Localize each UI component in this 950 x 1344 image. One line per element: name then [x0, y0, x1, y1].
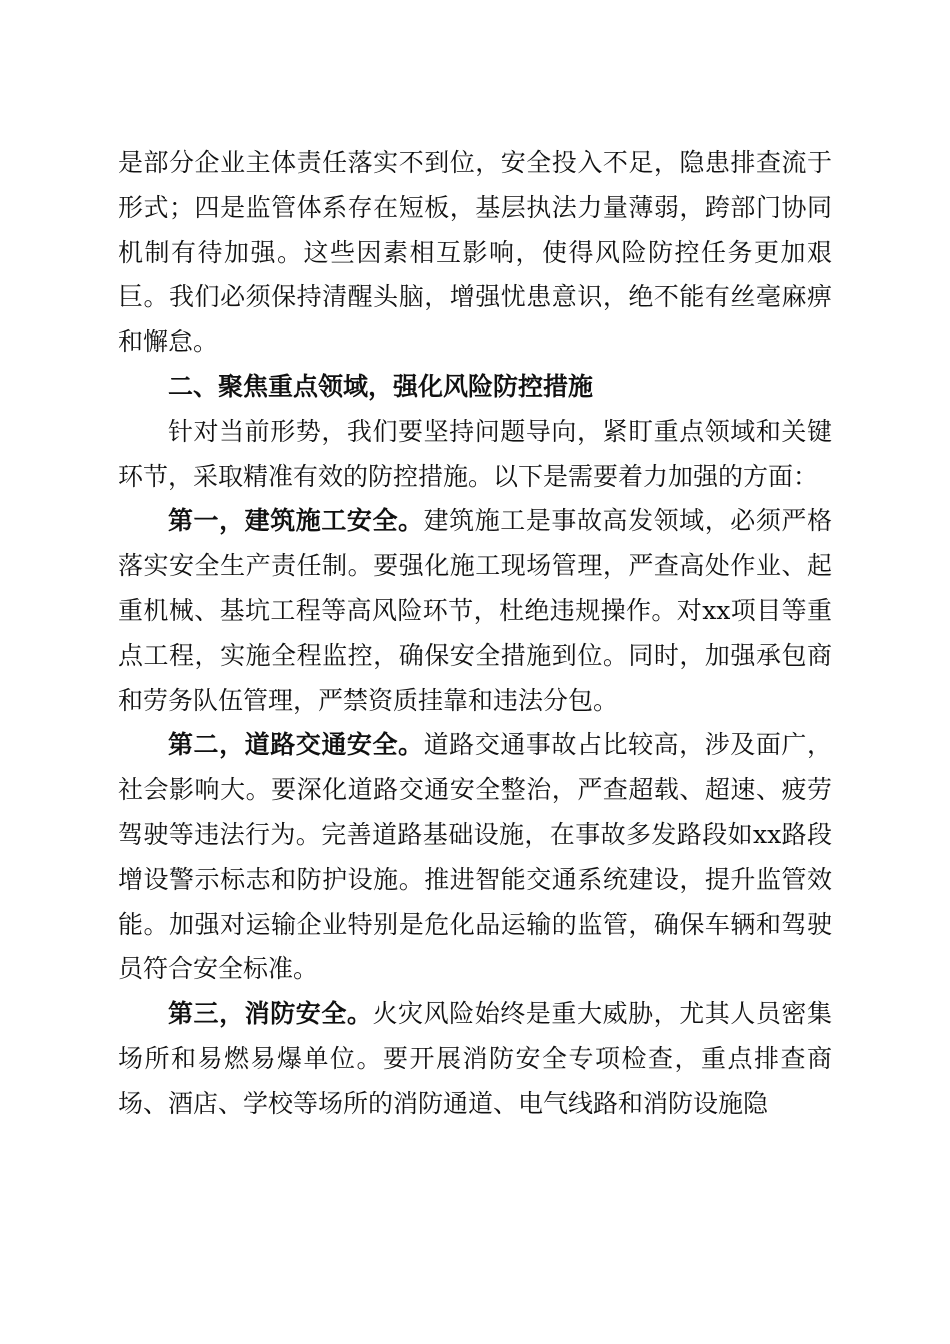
- item-paragraph-1: [118, 499, 832, 723]
- item-body-2: 道路交通事故占比较高，涉及面广，社会影响大。要深化道路交通安全整治，严查超载、超速、疲劳驾驶等违法行为。完善道路基础设施，在事故多发路段如xx路段增设警示标志和防护设施。推进智能交通系统建设，提升监管效能。加强对运输企业特别是危化品运输的监管，确保车辆和驾驶员符合安全标准。: [118, 730, 832, 984]
- item-lead-2: 第二，道路交通安全。: [168, 730, 424, 760]
- item-body-3: 火灾风险始终是重大威胁，尤其人员密集场所和易燃易爆单位。要开展消防安全专项检查，重点排查商场、酒店、学校等场所的消防通道、电气线路和消防设施隐: [118, 999, 832, 1118]
- item-paragraph-3: [118, 992, 832, 1126]
- item-lead-1: 第一，建筑施工安全。: [168, 506, 424, 536]
- item-body-1: 建筑施工是事故高发领域，必须严格落实安全生产责任制。要强化施工现场管理，严查高处作业、起重机械、基坑工程等高风险环节，杜绝违规操作。对xx项目等重点工程，实施全程监控，确保安全措施到位。同时，加强承包商和劳务队伍管理，严禁资质挂靠和违法分包。: [118, 506, 832, 715]
- body-paragraph: 是部分企业主体责任落实不到位，安全投入不足，隐患排查流于形式；四是监管体系存在短板，基层执法力量薄弱，跨部门协同机制有待加强。这些因素相互影响，使得风险防控任务更加艰巨。我们必须保持清醒头脑，增强忧患意识，绝不能有丝毫麻痹和懈怠。: [118, 148, 832, 357]
- intro-paragraph: 针对当前形势，我们要坚持问题导向，紧盯重点领域和关键环节，采取精准有效的防控措施。以下是需要着力加强的方面：: [118, 416, 832, 491]
- item-lead-3: 第三，消防安全。: [168, 999, 373, 1029]
- document-page: [118, 141, 832, 1127]
- section-heading: 二、聚焦重点领域，强化风险防控措施: [168, 371, 594, 401]
- item-paragraph-2: [118, 723, 832, 992]
